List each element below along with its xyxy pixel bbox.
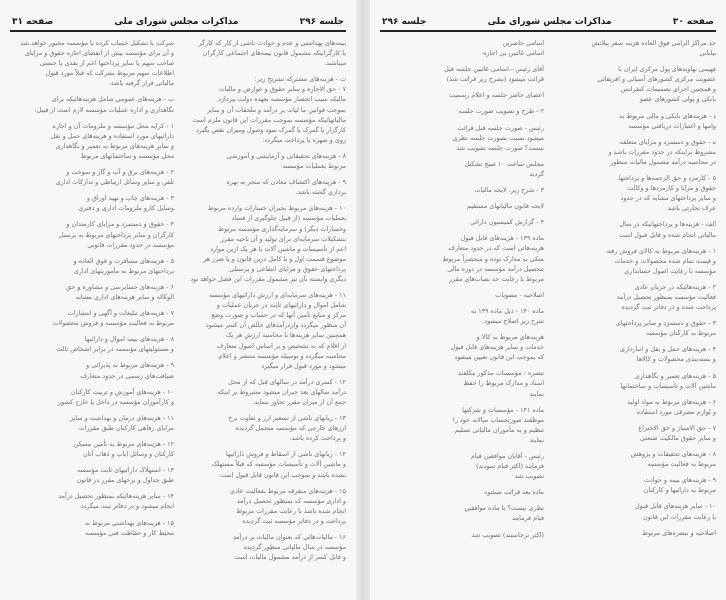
text-line: مؤسسه با رعایت اصول حسابداری (624, 266, 716, 275)
text-line: عضویت مرکزی کشورهای آسیائی و افریقائی (597, 75, 716, 84)
text-line: جمع آن از میزان مقرر تجاوز ننماید. (252, 398, 346, 406)
text-line: مزایای رفاهی کارکنان طبق مقررات (78, 423, 174, 432)
text-line: الوکاله و سایر هزینه‌های اداری مشابه (75, 292, 174, 301)
text-line: ۱۱ - هزینه‌های درمان و بهداشت و سایر (69, 413, 174, 422)
text-line: ماده بعد قرائت میشود (484, 488, 544, 497)
text-line: یا کارگرانیکه مشمول قانون بیمه‌های اجتماعی کارگران (202, 49, 346, 58)
text-line: ۱۵ - هزینه‌های متفرقه مربوط بفعالیت عادی (229, 486, 346, 495)
text-line: رئیس - صورت جلسه قبل قرائت (457, 123, 544, 132)
text-line: تصویب شد (514, 472, 544, 481)
text-line: نشده باشد و بموجب این قانون قابل قبول است (219, 470, 346, 479)
text-line: مؤسسه در سال مالیاتی منظور گردیده (243, 543, 346, 552)
text-line: حد مراکز الزامی فوق العاده هزینه سفر بیلاتش (591, 39, 716, 47)
text-line: شرکت یا تشکیل حساب کرده یا مؤسسه مجبور خواهد شد (20, 39, 174, 47)
text-line: میشود نسبت بصورت جلسه نظری (452, 133, 544, 142)
right-header-title: مذاکرات مجلس شورای ملی (487, 17, 612, 27)
text-line: و پرداخت کرده باشد. (289, 434, 346, 443)
text-line: موضوع قسمت اول و یا کامل درین قانون و یا ضرر هر (202, 254, 346, 263)
text-line: ۸ - هزینه‌های تحقیقاتی و آزمایشی و آموزشی (226, 151, 346, 160)
text-line: د - هزینه‌های بانکی و مالی مربوط به (619, 111, 716, 120)
text-line: دارائیهای مورد استفاده و هزینه‌های حمل و نقل (50, 131, 174, 140)
text-line: ۴ - حقوق و دستمزد و مزایای کارمندان و (66, 220, 174, 229)
text-line: صاحب سهم یا سایر پرداختها اعم از نقدی یا جنسی (39, 59, 174, 68)
text-line: فعالیت مؤسسه بمنظور تحصیل درآمد (616, 292, 716, 301)
text-line: فهیمی نهاوند‌های پول مرکزی ایران با (618, 65, 716, 74)
text-line: مربوط به فعالیت مؤسسه (647, 460, 716, 469)
text-line: و اداری مؤسسه که بمنظور تحصیل درآمد (236, 496, 346, 505)
text-line: و سایر پرداختهای مشابه که در حدود (620, 194, 716, 203)
right-page-columns (380, 38, 716, 588)
text-line: ت - هزینه‌های مشترکه تشریح زیر: (254, 75, 346, 84)
text-line: خدمات و سایر هزینه‌های قابل قبول (450, 343, 544, 352)
text-line: طبق جداول و نرخهای مقرر در قانون (76, 476, 174, 485)
text-line: ۱۳ - استهلاک دارائیهای ثابت مؤسسه (77, 466, 174, 475)
text-line: مرکز و منابع تأمین آنها که در حساب و صورت وضع (211, 311, 346, 320)
text-line: و کارآموزان مؤسسه در داخل یا خارج کشور (58, 397, 174, 406)
text-line: ۴ - هزینه‌های حمل و نقل و انبارداری (619, 345, 716, 354)
left-page-number: صفحه ۳۱ (12, 17, 54, 27)
text-line: وخسارات دیگر) و سرمایه‌گذاری مؤسسه مربوط (218, 224, 346, 233)
text-line: ماشین آلات و تأسیسات و ساختمانها (620, 381, 716, 390)
text-line: و سایر هزینه‌های مربوط به تعمیر و نگاهداری (55, 141, 174, 150)
text-line: محل مؤسسه و ساختمانهای مربوط (80, 151, 174, 160)
text-line: مربوط به فعالیت مؤسسه و فروش محصولات (52, 319, 174, 328)
text-line: در محاسبه درآمد مشمول مالیات منظور (610, 157, 716, 166)
right-session-label: جلسه ۲۹۶ (382, 17, 427, 27)
text-line: مشروط براینکه در حدود مقررات باشد و (608, 147, 716, 156)
text-line: کارگران و سایر پرداختهای مربوط به پرسنل (58, 230, 174, 239)
text-line: موظفند صورتحساب سالانه خود را (453, 415, 544, 424)
text-line: ۹ - هزینه‌های بیمه و حوادث (643, 476, 716, 485)
text-line: با رعایت مقررات این قانون (642, 512, 716, 521)
text-line: ۹ - هزینه‌های مربوط به پذیرائی و (86, 361, 174, 370)
text-line: نمایند (529, 435, 544, 444)
text-line: و لوازم مصرفی مورد استفاده (636, 407, 716, 416)
text-line: ب - هزینه‌های عمومی شامل هزینه‌هائیکه برای (51, 95, 174, 104)
text-line: ۸ - هزینه‌های بیمه اموال و دارائیها (84, 335, 174, 344)
text-line: ۱۰ - هزینه‌های مربوط بجبران خسارات وارده مربوط (207, 204, 346, 213)
text-line: ۱۵ - هزینه‌های بهداشتی مربوط به (84, 518, 174, 527)
text-line: هزینه‌هائی است که در حدود متعارف (448, 244, 544, 253)
text-line: ۱۴ - سایر هزینه‌هائیکه بمنظور تحصیل درآمد (58, 492, 174, 501)
text-line: مالیکه سیب انحصار مؤسسه بعهده دولت بپردازد (218, 95, 346, 104)
text-line: ضیافت‌های رسمی در حدود متعارف (80, 371, 174, 380)
text-line: میباشند. (324, 59, 346, 68)
text-line: نگاهداری و اداره عملیات مؤسسه لازم است از قبیل: (34, 105, 174, 114)
text-line: هزینه‌های مربوط به کالا و (476, 333, 544, 342)
text-line: مربوط با رعایت حد نصاب‌های مقرر (449, 274, 544, 283)
text-line: ۷ - هزینه‌های تبلیغات و آگهی و انتشارات (67, 309, 174, 318)
left-page-header (10, 14, 346, 32)
text-line: آن منظور میگردد وازدرآمدهای خالص آن کسر میشود (205, 321, 346, 330)
text-line: قیام فرمایند (512, 514, 544, 523)
text-line: اعم از تأسیسات و ماشین آلات یا هر یک ازین موارد (210, 244, 346, 253)
left-session-label: جلسه ۲۹۶ (299, 17, 344, 27)
text-line: نمایند (529, 389, 544, 398)
text-line: مالیاتی انجام شده و قابل قبول است (618, 230, 716, 239)
text-line: لایحه قانون مالیاتهای مستقیم (466, 202, 544, 211)
right-page-column-2 (380, 38, 544, 588)
text-line: و قابل کسر از درآمد مشمول مالیات است (234, 553, 346, 562)
text-line: و ماشین آلات و تأسیسات مؤسسه که قبلاً مستهلک (211, 460, 346, 469)
text-line: ه - حقوق و دستمزد و مزایای متعلقه (619, 137, 716, 146)
text-line: اصلاحیه و تبصره‌های مربوط (642, 528, 716, 537)
text-line: فرمایند (اکثر قیام نمودند) (475, 462, 544, 471)
text-line: شامل اموال و دارائیهای ثابت در جریان عملیات و (216, 301, 346, 310)
text-line: اسناد و مدارک مربوط را حفظ (463, 379, 544, 388)
book-gutter (356, 0, 370, 600)
text-line: ۱۴ - زیانهای ناشی از اسقاط و فروش دارائیها (225, 450, 346, 459)
text-line: ۷ - حق الامتیاز و حق الاختراع (638, 423, 716, 432)
text-line: ۱۲ - هزینه‌های مربوط به تأمین مسکن (73, 440, 174, 448)
text-line: ۱۰ - هزینه‌های آموزش و تربیت کارکنان (70, 387, 174, 396)
text-line: بانکی و پولی کشورهای عضو (639, 95, 716, 104)
text-line: اصلاحیه - مصوبات (495, 290, 544, 299)
text-line: بعملیات مؤسسه (از قبیل جلوگیری از فساد (231, 214, 346, 223)
text-line: اعضای حاضر جلسه و اعلام رسمیت (448, 91, 544, 100)
text-line: اسامی حاضرین (502, 39, 544, 47)
text-line: متکی به مدارک بوده و منحصراً مربوط (442, 254, 544, 263)
text-line: ۱۲ - کسری درآمد در سالهای قبل که از محل (228, 377, 346, 386)
text-line: ماده ۱۴۰ - ذیل ماده ۱۳۹ به (471, 306, 544, 315)
text-line: و بسته‌بندی محصولات و کالاها (636, 355, 716, 364)
text-line: میشود و مورد قبول قرار میگیرد (261, 361, 346, 370)
text-line: محیط کار و حفاظت فنی مؤسسه (85, 528, 174, 537)
text-line: تبصره - مؤسسات مذکور مکلفند (457, 369, 544, 378)
text-line: مالیاتی قرار گرفته باشد. (108, 79, 174, 88)
text-line: ۱ - هزینه‌های مربوط به کالای فروش رفته (605, 246, 716, 255)
text-line: ۶ - هزینه‌های مربوط به مواد اولیه (627, 397, 716, 406)
text-line: نظری نیست؟ با ماده موافقین (464, 504, 544, 513)
text-line: کارگزار یا گمرک یا گمرک سود وصول ومیزان نقص بگیرد (195, 125, 346, 134)
text-line: از اقلام که به تشخیص و بر اساس اصول متعارف (216, 341, 346, 350)
text-line: رئیس - آقایان موافقین قیام (470, 452, 544, 460)
text-line: ماده ۱۳۹ - هزینه‌های قابل قبول (460, 234, 544, 243)
text-line: ۱ - کرایه محل مؤسسه و ملزومات آن و اجاره (52, 121, 174, 130)
text-line: ۱۰ - سایر هزینه‌های قابل قبول (635, 502, 716, 511)
text-line: گردید (529, 169, 544, 178)
text-line: تنظیم و به مأموران مالیاتی تسلیم (454, 425, 544, 434)
text-line: آقای رئیس - اسامی غائبین جلسه قبل (444, 65, 544, 74)
text-line: ۸ - هزینه‌های تحقیقات و پژوهش (630, 450, 716, 459)
text-line: درآمد سالهای بعد جبران میشود مشروط بر اینکه (217, 387, 346, 396)
text-line: ۱۱ - هزینه‌های سرمایه‌ای و ارزش دارائیهای مؤسسه (208, 291, 346, 300)
text-line: و مسئولیتهای مؤسسه در برابر اشخاص ثالث (56, 345, 174, 354)
left-page-column-1 (182, 38, 346, 588)
text-line: مربوط به کارکنان مؤسسه (645, 329, 716, 338)
text-line: پرداخت و در دفاتر مؤسسه ثبت گردیده (242, 516, 346, 525)
text-line: ۳ - هزینه‌های چاپ و تهیه اوراق و (86, 194, 174, 203)
text-line: که بموجب این قانون تعیین میشود (454, 353, 544, 362)
text-line: پرداختهای حقوق و مزایای انتفاعی و پرسنلی (229, 264, 346, 273)
right-page-number: صفحه ۳۰ (672, 17, 714, 27)
text-line: عرف تجارتی باشد (667, 204, 716, 213)
text-line: نیست؟ صورت جلسه تصویب شد (456, 143, 544, 152)
text-line: بموجب قوانین ما لیات بر درآمد و ملحقات آن و سایر (206, 105, 346, 114)
text-line: و قیمت تمام شده محصولات و خدمات (614, 256, 716, 265)
right-page (370, 0, 726, 600)
text-line: ۱۶ - مالیات‌هائی که بعنوان مالیات بر درآمد (232, 533, 346, 542)
left-page-column-2 (10, 38, 174, 588)
text-line: ارزهای خارجی که مؤسسه متحمل گردیده (235, 424, 346, 433)
text-line: مربوط به دارائیها و کارکنان (643, 486, 716, 495)
text-line: مؤسسه در حدود مقررات قانونی (87, 240, 174, 249)
text-line: کارکنان و وسائل ایاب و ذهاب آنان (83, 450, 174, 459)
text-line: (اکثر برخاستند) تصویب شد (471, 530, 544, 539)
text-line: پرداخت شده و در دفاتر ثبت گردیده (621, 303, 716, 312)
text-line: و سایر حقوق مالکیت صنعتی (639, 434, 716, 442)
text-line: پرداختهای مربوط به مأموریتهای اداری (73, 266, 174, 275)
text-line: شرح زیر اصلاح میشود (484, 316, 544, 325)
text-line: اطلاعات سهم مربوط بشرکت که قبلاً مورد قبول (45, 69, 174, 78)
text-line: ۲ - هزینه‌های برق و آب و گاز و سوخت و (66, 168, 174, 177)
text-line: حقوق و مزایا و کارمزدها و وکالت (627, 184, 716, 193)
text-line: بتحصیل درآمد مؤسسه در دوره مالی (447, 264, 544, 273)
text-line: مالیاتهائیکه مؤسسه بموجب مقررات این قانون ملزم است (192, 115, 346, 124)
text-line: ۳ - حقوق و دستمزد و سایر پرداختهای (615, 319, 716, 328)
left-page-columns (10, 38, 346, 588)
text-line: تلفن و سایر وسائل ارتباطی و تدارکات اداری (55, 178, 174, 187)
text-line: همچنین سایر هزینه‌ها با محاسبه ارزش هر یک (225, 331, 346, 340)
text-line: مربوط بعملیات مؤسسه (282, 162, 346, 171)
text-line: ۹ - هزینه‌های اکتشاف معادن که منجر به بهره (226, 178, 346, 187)
text-line: وامها و اعتبارات دریافتی مؤسسه (628, 121, 716, 130)
text-line: قرائت میشود (بشرح زیر قرائت شد) (446, 75, 544, 84)
text-line: الف - هزینه‌ها و پرداختهائیکه در سال (619, 220, 716, 229)
left-page (0, 0, 356, 600)
text-line: روی و شهره یا پرداخت میگردد. (262, 135, 346, 144)
text-line: وسایل کارو ملزومات اداری و دفتری (78, 204, 174, 213)
text-line: محاسبه میگردد و بوسیله مؤسسه منتشر و اعلام (218, 351, 346, 360)
text-line: ۲ - طرح و تصویب صورت جلسه (458, 107, 544, 116)
text-line: ماده ۱۴۱ - مؤسسات و شرکتها (462, 405, 544, 414)
text-line: و همچنین اجرای تصمیمات کنفرانس (620, 85, 716, 94)
text-line: ۷ - حق الاجاره و سایر حقوق و عوارض و مالیات (218, 85, 346, 94)
text-line: ۴ - گزارش کمیسیون دارائی (470, 218, 544, 227)
text-line: دیگری وابسته بآن نیز مشمول مقررات این فصل خواهد بود (190, 274, 346, 283)
text-line: ۳ - شرح زیر، لایحه مالیات (474, 186, 544, 195)
text-line: ۵ - هزینه‌های مسافرت و فوق العاده و (73, 256, 174, 265)
text-line: انجام شده باشد با رعایت مقررات مربوط (236, 506, 346, 515)
text-line: ۵ - هزینه‌های تعمیر و نگاهداری (634, 371, 716, 380)
text-line: برداری گشته باشد. (295, 188, 346, 197)
text-line: بتشکیلات سرمایه‌ای برای تولید و آن ناحیه مقرر (220, 234, 346, 243)
text-line: انجام میشود و در دفاتر ثبت میگردد (80, 502, 174, 511)
text-line: ۱۳ - زیانهای ناشی از تسعیر ارز و تفاوت نرخ (228, 414, 346, 423)
right-page-header (380, 14, 716, 32)
text-line: ۵ - کارمزد و حق الزحمه‌ها و پرداختها (618, 174, 716, 183)
text-line: بیمه‌های بهداشتی و عدم و حوادث ناشی از کار که کارگر (198, 39, 346, 47)
text-line: ۶ - هزینه‌های حسابرسی و مشاوره و حق (66, 282, 174, 291)
right-page-column-1 (552, 38, 716, 588)
text-line: بیابانی (699, 49, 716, 58)
left-header-title: مذاکرات مجلس شورای ملی (114, 17, 239, 27)
text-line: ۲ - هزینه‌هائیکه در جریان عادی (634, 282, 716, 291)
text-line: مجلس ساعت ۱۰ صبح تشکیل (464, 159, 544, 168)
text-line: و آن برای مؤسسه پیش از انقضای اجازه حقوق و مزایای (24, 49, 174, 58)
text-line: اسامی غائبین بی اجازه (483, 49, 544, 58)
